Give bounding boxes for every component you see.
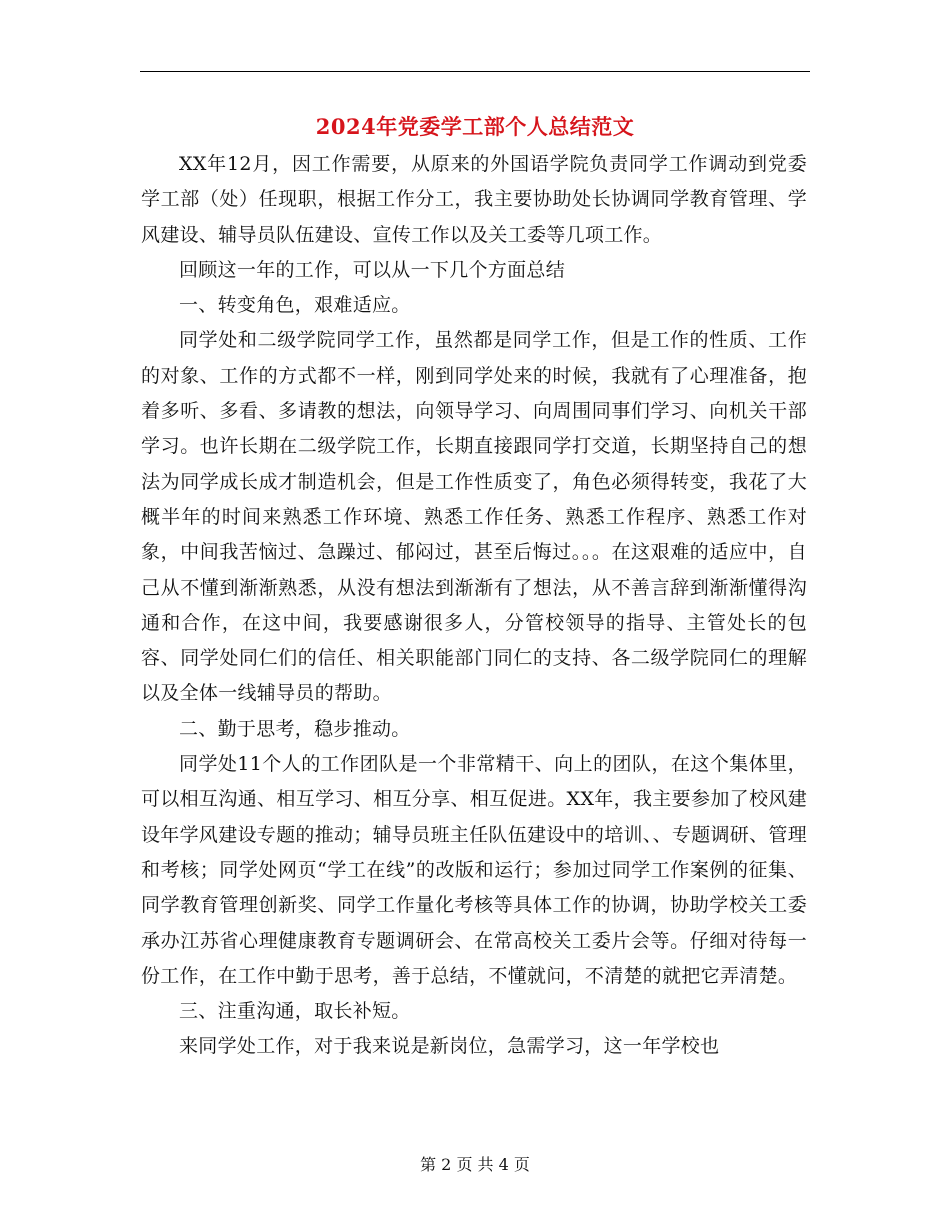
- page-number: 第 2 页 共 4 页: [420, 1155, 530, 1174]
- document-body: [141, 147, 807, 1065]
- paragraph-section-1: 同学处和二级学院同学工作，虽然都是同学工作，但是工作的性质、工作的对象、工作的方式都不一样，刚到同学处来的时候，我就有了心理准备，抱着多听、多看、多请教的想法，向领导学习、向周围同事们学习、向机关干部学习。也许长期在二级学院工作，长期直接跟同学打交道，长期坚持自己的想法为同学成长成才制造机会，但是工作性质变了，角色必须得转变，我花了大概半年的时间来熟悉工作环境、熟悉工作任务、熟悉工作程序、熟悉工作对象，中间我苦恼过、急躁过、郁闷过，甚至后悔过。。。在这艰难的适应中，自己从不懂到渐渐熟悉，从没有想法到渐渐有了想法，从不善言辞到渐渐懂得沟通和合作，在这中间，我要感谢很多人，分管校领导的指导、主管处长的包容、同学处同仁们的信任、相关职能部门同仁的支持、各二级学院同仁的理解以及全体一线辅导员的帮助。: [141, 329, 807, 705]
- paragraph-review: 回顾这一年的工作，可以从一下几个方面总结: [179, 258, 566, 281]
- paragraph-section-2: 同学处11个人的工作团队是一个非常精干、向上的团队，在这个集体里，可以相互沟通、相互学习、相互分享、相互促进。XX年，我主要参加了校风建设年学风建设专题的推动；辅导员班主任队伍建设中的培训、、专题调研、管理和考核；同学处网页“学工在线”的改版和运行；参加过同学工作案例的征集、同学教育管理创新奖、同学工作量化考核等具体工作的协调，协助学校关工委承办江苏省心理健康教育专题调研会、在常高校关工委片会等。仔细对待每一份工作，在工作中勤于思考，善于总结，不懂就问，不清楚的就把它弄清楚。: [141, 753, 808, 987]
- paragraph-section-3: 来同学处工作，对于我来说是新岗位，急需学习，这一年学校也: [179, 1035, 720, 1058]
- section-heading-1: 一、转变角色，艰难适应。: [179, 294, 411, 317]
- header-rule: [140, 71, 810, 72]
- paragraph-intro: XX年12月，因工作需要，从原来的外国语学院负责同学工作调动到党委学工部（处）任现职，根据工作分工，我主要协助处长协调同学教育管理、学风建设、辅导员队伍建设、宣传工作以及关工委等几项工作。: [141, 153, 807, 246]
- section-heading-3: 三、注重沟通，取长补短。: [179, 1000, 411, 1023]
- document-title: 2024年党委学工部个人总结范文: [315, 114, 635, 139]
- section-heading-2: 二、勤于思考，稳步推动。: [179, 717, 411, 740]
